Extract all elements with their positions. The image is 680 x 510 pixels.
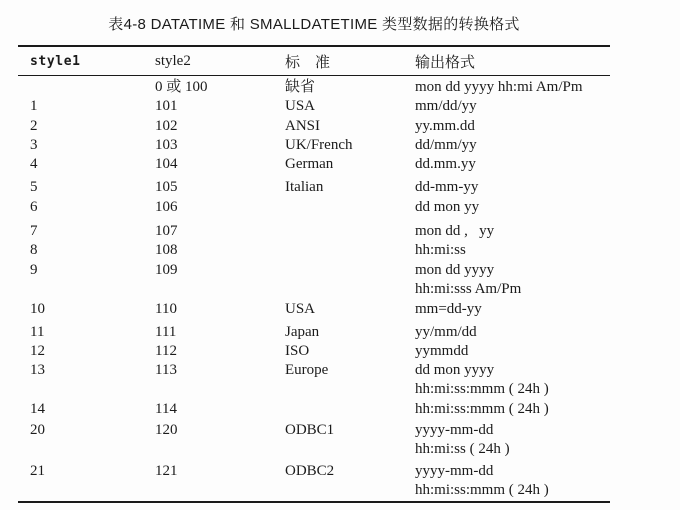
cell-format: [415, 241, 610, 260]
table-row: [18, 361, 610, 400]
cell-style1: 9: [30, 261, 38, 278]
cell-standard: ODBC2: [285, 462, 335, 479]
cell-format: [415, 178, 610, 197]
table-row: [18, 400, 610, 419]
cell-style2: 110: [155, 301, 177, 318]
table-row: [18, 97, 610, 116]
format-line: yyyy-mm-dd: [415, 422, 494, 439]
format-line: dd.mm.yy: [415, 156, 476, 173]
header-style2: style2: [155, 52, 191, 69]
cell-style2: 104: [155, 156, 178, 173]
format-line: mon dd yyyy: [415, 261, 495, 278]
cell-style1: 14: [30, 400, 45, 417]
cell-standard: ODBC1: [285, 422, 335, 439]
cell-style1: 13: [30, 362, 45, 379]
cell-style1: 10: [30, 301, 45, 318]
cell-standard: UK/French: [285, 136, 353, 153]
format-line: yyyy-mm-dd: [415, 462, 494, 479]
header-output-format: 输出格式: [415, 54, 476, 71]
cell-standard: [285, 400, 415, 419]
format-line: yy.mm.dd: [415, 117, 475, 134]
cell-style2: 103: [155, 136, 178, 153]
format-line: dd/mm/yy: [415, 136, 477, 153]
format-line: hh:mi:ss ( 24h ): [415, 441, 510, 458]
table-row: [18, 78, 610, 97]
cell-style1: 7: [30, 223, 38, 240]
table-body: [18, 76, 610, 503]
table-row: [18, 155, 610, 174]
format-line: mm=dd-yy: [415, 301, 482, 318]
cell-style2: 108: [155, 242, 178, 259]
cell-style2: 107: [155, 223, 178, 240]
format-line: hh:mi:ss:mmm ( 24h ): [415, 481, 549, 498]
cell-style1: 8: [30, 242, 38, 259]
cell-style1: 1: [30, 98, 38, 115]
cell-standard: Europe: [285, 362, 329, 379]
cell-standard: German: [285, 156, 334, 173]
format-line: hh:mi:ss:mmm ( 24h ): [415, 381, 549, 398]
format-line: yymmdd: [415, 342, 469, 359]
cell-style2: 105: [155, 179, 178, 196]
cell-style2: 0 或 100: [155, 79, 208, 95]
cell-style1: 5: [30, 179, 38, 196]
table-row: [18, 342, 610, 361]
cell-style1: 3: [30, 136, 38, 153]
cell-style2: 114: [155, 400, 177, 417]
format-line: dd mon yy: [415, 198, 480, 215]
cell-style2: 121: [155, 462, 178, 479]
cell-style2: 113: [155, 362, 177, 379]
cell-standard: [285, 198, 415, 217]
table-row: [18, 136, 610, 155]
format-line: yy/mm/dd: [415, 323, 477, 340]
cell-standard: USA: [285, 301, 316, 318]
cell-style1: 6: [30, 198, 38, 215]
format-line: mon dd yyyy hh:mi Am/Pm: [415, 79, 583, 95]
cell-standard: ANSI: [285, 117, 321, 134]
table-row: [18, 241, 610, 260]
cell-format: [415, 198, 610, 217]
cell-style1: 20: [30, 422, 45, 439]
cell-format: [415, 97, 610, 116]
cell-style1: 2: [30, 117, 38, 134]
cell-style2: 101: [155, 98, 178, 115]
cell-format: [415, 421, 610, 460]
cell-standard: Japan: [285, 323, 320, 340]
cell-style1: 11: [30, 323, 45, 340]
cell-style2: 120: [155, 422, 178, 439]
format-line: dd mon yyyy: [415, 362, 495, 379]
cell-format: [415, 300, 610, 319]
cell-style2: 102: [155, 117, 178, 134]
cell-style2: 109: [155, 261, 178, 278]
cell-standard: USA: [285, 98, 316, 115]
cell-format: [415, 78, 610, 97]
cell-standard: [285, 241, 415, 260]
table-row: [18, 222, 610, 241]
cell-style2: 106: [155, 198, 178, 215]
format-line: hh:mi:ss:mmm ( 24h ): [415, 400, 549, 417]
table-row: [18, 178, 610, 197]
cell-standard: [285, 222, 415, 241]
header-style1: style1: [30, 53, 81, 69]
cell-format: [415, 342, 610, 361]
cell-style2: 111: [155, 323, 177, 340]
table-row: [18, 117, 610, 136]
cell-format: [415, 361, 610, 400]
format-line: mm/dd/yy: [415, 98, 477, 115]
table-row: [18, 261, 610, 300]
cell-format: [415, 323, 610, 342]
format-line: dd-mm-yy: [415, 179, 479, 196]
table-row: [18, 300, 610, 319]
header-standard: 标 准: [285, 54, 331, 71]
cell-format: [415, 462, 610, 501]
conversion-format-table: [18, 45, 610, 503]
cell-style1: 4: [30, 156, 38, 173]
cell-standard: Italian: [285, 179, 324, 196]
cell-format: [415, 400, 610, 419]
table-row: [18, 462, 610, 501]
cell-format: [415, 155, 610, 174]
format-line: mon dd , yy: [415, 223, 495, 240]
table-row: [18, 323, 610, 342]
table-header-row: [18, 47, 610, 76]
cell-standard: ISO: [285, 342, 310, 359]
cell-style1: 21: [30, 462, 45, 479]
cell-format: [415, 261, 610, 300]
cell-format: [415, 117, 610, 136]
table-caption: 表4-8 DATATIME 和 SMALLDATETIME 类型数据的转换格式: [108, 16, 520, 33]
table-row: [18, 421, 610, 460]
format-line: hh:mi:ss: [415, 242, 466, 259]
cell-format: [415, 136, 610, 155]
cell-format: [415, 222, 610, 241]
cell-standard: 缺省: [285, 79, 316, 95]
table-row: [18, 198, 610, 217]
format-line: hh:mi:sss Am/Pm: [415, 280, 522, 297]
cell-style2: 112: [155, 342, 177, 359]
cell-style1: [18, 78, 155, 97]
cell-style1: 12: [30, 342, 45, 359]
cell-standard: [285, 261, 415, 300]
